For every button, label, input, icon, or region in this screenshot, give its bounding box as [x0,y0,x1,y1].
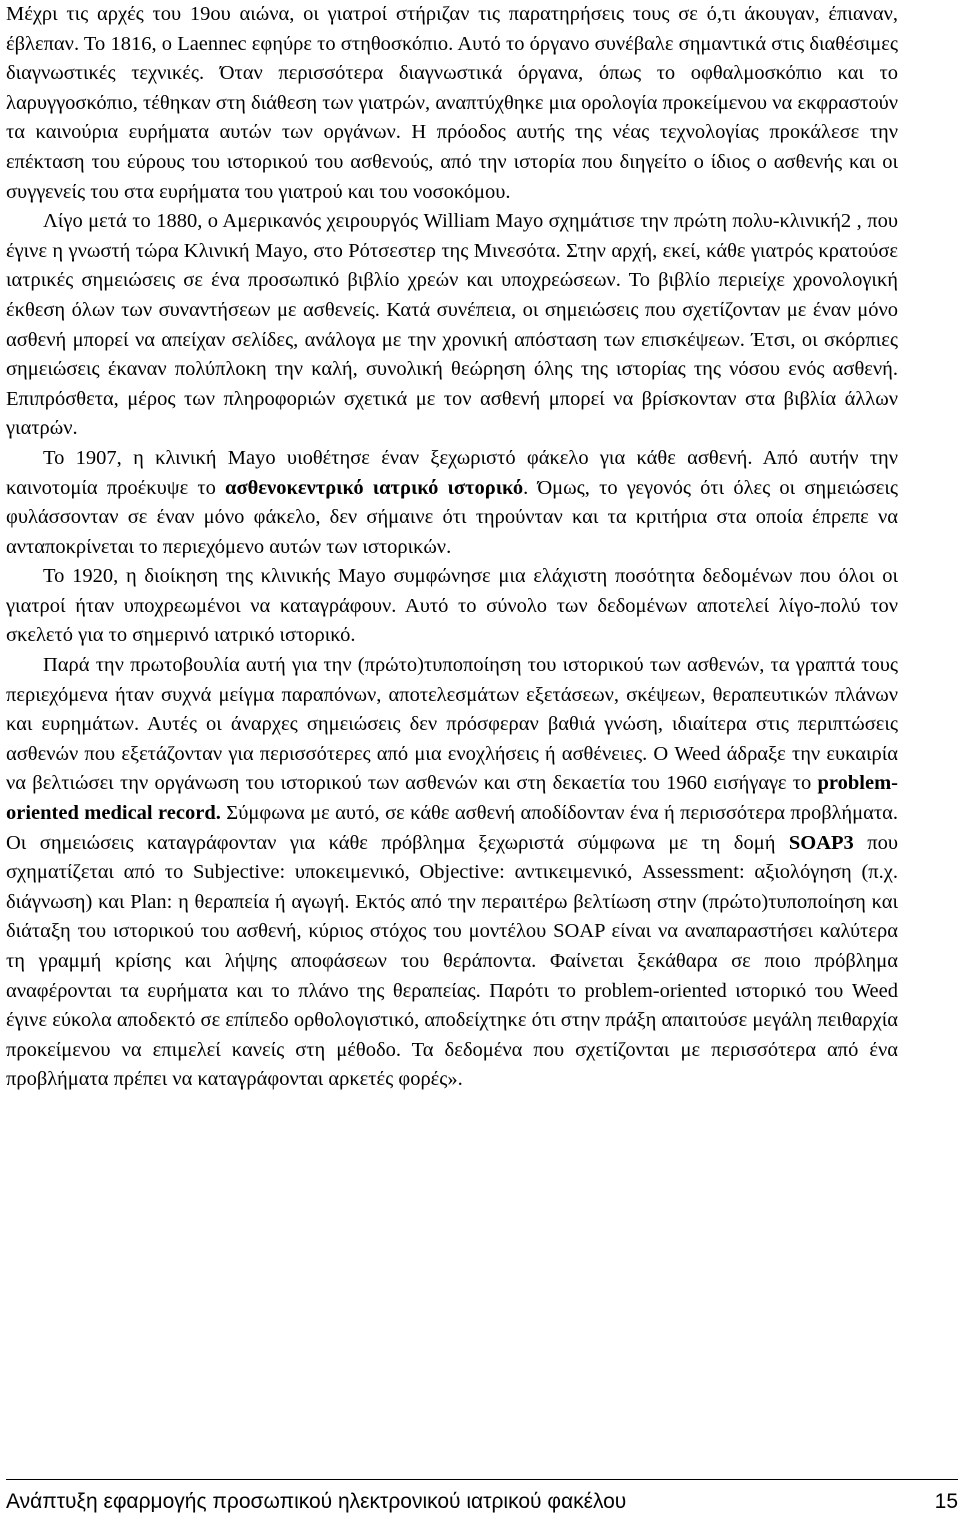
paragraph-2 [6,207,898,444]
paragraph-3 [6,444,898,562]
term-patient-centered-record: ασθενοκεντρικό ιατρικό ιστορικό [225,476,524,499]
paragraph-3-text-b: . Όμως, το γεγονός ότι όλες οι σημειώσεις φυλάσσονταν σε έναν μόνο φάκελο, δεν σήμαινε ότι τηρούνταν και τα κριτήρια στα οποία έπρεπε να ανταποκρίνεται το περιεχόμενο αυτών των ιστορικών. [6,476,898,558]
paragraph-2-text: Λίγο μετά το 1880, ο Αμερικανός χειρουργός William Mayo σχημάτισε την πρώτη πολυ-κλινική2 , που έγινε η γνωστή τώρα Κλινική Mayo, στο Ρότσεστερ της Μινεσότα. Στην αρχή, εκεί, κάθε γιατρός κρατούσε ιατρικές σημειώσεις σε ένα προσωπικό βιβλίο χρεών και υποχρεώσεων. Το βιβλίο περιείχε χρονολογική έκθεση όλων των συναντήσεων με ασθενείς. Κατά συνέπεια, οι σημειώσεις που σχετίζονταν με έναν μόνο ασθενή μπορεί να απείχαν σελίδες, ανάλογα με την χρονική απόσταση των επισκέψεων. Έτσι, οι σκόρπιες σημειώσεις έκαναν πολύπλοκη την καλή, συνολική θεώρηση όλης της ιστορίας της νόσου ενός ασθενή. Επιπρόσθετα, μέρος των πληροφοριών σχετικά με τον ασθενή μπορεί να βρίσκονταν στα βιβλία άλλων γιατρών. [6,210,898,440]
term-soap3: SOAP3 [788,831,854,854]
paragraph-4-text: Το 1920, η διοίκηση της κλινικής Mayo συμφώνησε μια ελάχιστη ποσότητα δεδομένων που όλοι οι γιατροί ήταν υποχρεωμένοι να καταγράφουν. Αυτό το σύνολο των δεδομένων αποτελεί λίγο-πολύ τον σκελετό για το σημερινό ιατρικό ιστορικό. [6,565,898,647]
page-number: 15 [934,1490,958,1513]
paragraph-5 [6,651,898,1095]
paragraph-1 [6,0,898,207]
paragraph-5-text-c: που σχηματίζεται από το Subjective: υποκειμενικό, Objective: αντικειμενικό, Assessment: αξιολόγηση (π.χ. διάγνωση) και Plan: η θεραπεία ή αγωγή. Εκτός από την περαιτέρω βελτίωση στην (πρώτο)τυποποίηση και διάταξη του ιστορικού του ασθενή, κύριος στόχος του μοντέλου SOAP είναι να αναπαραστήσει καλύτερα τη γραμμή κρίσης και λήψης αποφάσεων του θεράποντα. Φαίνεται ξεκάθαρα σε ποιο πρόβλημα αναφέρονται τα ευρήματα και το πλάνο της θεραπείας. Παρότι το problem-oriented ιστορικό του Weed έγινε εύκολα αποδεκτό σε επίπεδο ορθολογιστικό, αποδείχτηκε ότι στην πράξη απαιτούσε μεγάλη πειθαρχία προκείμενου να επιμελεί κανείς στη μέθοδο. Τα δεδομένα που σχετίζονται με περισσότερα από ένα προβλήματα πρέπει να καταγράφονται αρκετές φορές». [6,831,898,1091]
document-body [6,0,898,1095]
paragraph-5-text-b: Σύμφωνα με αυτό, σε κάθε ασθενή αποδίδονταν ένα ή περισσότερα προβλήματα. Οι σημειώσεις καταγράφονταν για κάθε πρόβλημα ξεχωριστά σύμφωνα με τη δομή [6,802,898,854]
footer-divider [6,1479,958,1480]
paragraph-1-text: Μέχρι τις αρχές του 19ου αιώνα, οι γιατροί στήριζαν τις παρατηρήσεις τους σε ό,τι άκουγαν, έπιαναν, έβλεπαν. Το 1816, ο Laennec εφηύρε το στηθοσκόπιο. Αυτό το όργανο συνέβαλε σημαντικά στις διαθέσιμες διαγνωστικές τεχνικές. Όταν περισσότερα διαγνωστικά όργανα, όπως το οφθαλμοσκόπιο και το λαρυγγοσκόπιο, τέθηκαν στη διάθεση των γιατρών, αναπτύχθηκε μια ορολογία προκείμενου να εκφραστούν τα καινούρια ευρήματα αυτών των οργάνων. Η πρόοδος αυτής της νέας τεχνολογίας προκάλεσε την επέκταση του εύρους του ιστορικού του ασθενούς, από την ιστορία που διηγείτο ο ίδιος ο ασθενής και οι συγγενείς του στα ευρήματα του γιατρού και του νοσοκόμου. [6,3,898,203]
term-problem-oriented-record: problem-oriented medical record. [6,772,898,825]
paragraph-4 [6,562,898,651]
footer-title: Ανάπτυξη εφαρμογής προσωπικού ηλεκτρονικού ιατρικού φακέλου [6,1490,627,1513]
page-footer [6,1487,958,1517]
paragraph-3-text-a: Το 1907, η κλινική Mayo υιοθέτησε έναν ξεχωριστό φάκελο για κάθε ασθενή. Από αυτήν την καινοτομία προέκυψε το [6,446,898,499]
paragraph-5-text-a: Παρά την πρωτοβουλία αυτή για την (πρώτο)τυποποίηση του ιστορικού των ασθενών, τα γραπτά τους περιεχόμενα ήταν συχνά μείγμα παραπόνων, αποτελεσμάτων εξετάσεων, σκέψεων, θεραπευτικών πλάνων και ευρημάτων. Αυτές οι άναρχες σημειώσεις δεν πρόσφεραν βαθιά γνώση, ιδιαίτερα στις περιπτώσεις ασθενών που εξετάζονταν για περισσότερες από μια ενοχλήσεις ή ασθένειες. Ο Weed άδραξε την ευκαιρία να βελτιώσει την οργάνωση του ιστορικού των ασθενών και στη δεκαετία του 1960 εισήγαγε το [6,654,898,795]
